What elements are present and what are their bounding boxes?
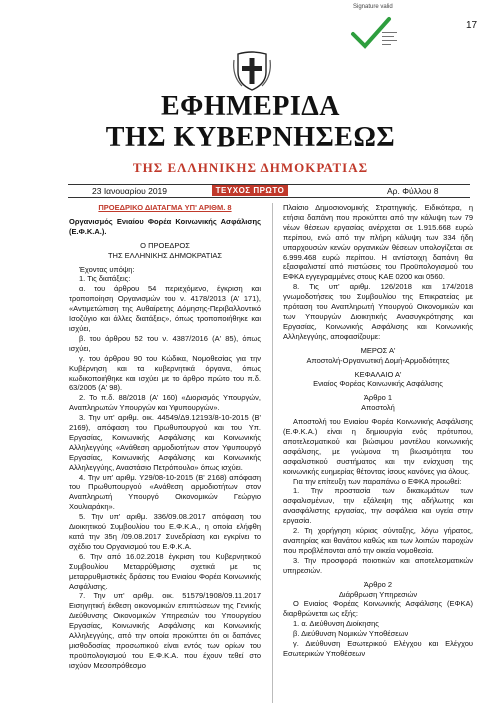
paragraph: 3. Την προσφορά ποιοτικών και αποτελεσματικών υπηρεσιών. [283,555,473,575]
paragraph: 3. Την υπ' αριθμ. οικ. 44549/Δ9.12193/8-10-2015 (Β' 2169), απόφαση του Πρωθυπουργού και του Υπ. Εργασίας, Κοινωνικής Ασφάλισης και Κοινωνικής Αλληλεγγύης «Ανάθεση αρμοδιοτήτων στον Υφυπουργό Εργασίας, Κοινωνικής Ασφάλισης και Κοινωνικής Αλληλεγγύης, Αναστάσιο Πετρόπουλο» όπως ισχύει. [69,413,261,472]
president-line1: Ο ΠΡΟΕΔΡΟΣ [140,240,190,250]
paragraph: 1. α. Διεύθυνση Διοίκησης [293,619,379,629]
paragraph: 2. Το π.δ. 88/2018 (Α' 160) «Διορισμός Υπουργών, Αναπληρωτών Υπουργών και Υφυπουργών». [69,393,261,413]
part-subtitle: Αποστολή-Οργανωτική Δομή-Αρμοδιότητες [306,355,450,365]
paragraph: α. του άρθρου 54 περιεχόμενο, έγκριση και τροποποίηση Οργανισμών του ν. 4178/2013 (Α' 171), «Αντιμετώπιση της Αυθαίρετης Δόμησης-Περιβαλλοντικό Ισοζύγιο και άλλες διατάξεις», όπως τροποποιήθηκε και ισχύει, [69,284,261,333]
paragraph: γ. του άρθρου 90 του Κώδικα, Νομοθεσίας για την Κυβέρνηση και τα κυβερνητικά όργανα, όπως κωδικοποιήθηκε και ισχύει με το άρθρο πρώτο του π.δ. 63/2005 (Α' 98). [69,353,261,393]
gazette-title-line2: ΤΗΣ ΚΥΒΕΡΝΗΣΕΩΣ [105,122,396,153]
paragraph: Για την επίτευξη των παραπάνω ο ΕΦΚΑ προωθεί: [293,476,462,486]
paragraph: Πλαίσιο Δημοσιονομικής Στρατηγικής. Ειδικότερα, η ετήσια δαπάνη που προκύπτει από την κάλυψη των 79 νέων θέσεων εργασίας ανέρχεται σε 1.915.668 ευρώ περίπου, ενώ από την πλήρη κάλυψη των 334 ήδη υπαρχουσών κενών οργανικών θέσεων υπολογίζεται σε 6.999.468 ευρώ περίπου. Η αντίστοιχη δαπάνη θα εξασφαλιστεί από πιστώσεις του Προϋπολογισμού του ΕΦΚΑ εγγεγραμμένες στους ΚΑΕ 0200 και 0560. [283,203,473,282]
gazette-subtitle: ΤΗΣ ΕΛΛΗΝΙΚΗΣ ΔΗΜΟΚΡΑΤΙΑΣ [132,160,369,175]
paragraph: 8. Τις υπ' αριθμ. 126/2018 και 174/2018 γνωμοδοτήσεις του Συμβουλίου της Επικρατείας με πρόταση του Αναπληρωτή Υπουργού Οικονομικών και των Υπουργών Διοικητικής Ανασυγκρότησης και Εργασίας, Κοινωνικής Ασφάλισης και Κοινωνικής Αλληλεγγύης, αποφασίζουμε: [283,282,473,341]
article1-title: Άρθρο 1 [363,393,393,403]
paragraph: 5. Την υπ' αριθμ. 336/09.08.2017 απόφαση του Διοικητικού Συμβουλίου του Ε.Φ.Κ.Α., η οποία ελήφθη κατά την 35η /09.08.2017 Συνεδρίαση και εγκρίνει το σχέδιο του Οργανισμού του Ε.Φ.Κ.Α. [69,512,261,551]
paragraph: 1. Τις διατάξεις: [79,274,131,284]
article2-subtitle: Διάρθρωση Υπηρεσιών [338,589,418,599]
article2-title: Άρθρο 2 [363,579,393,589]
signature-details: ▬▬▬▬▬ ▬▬▬▬ ▬▬▬▬▬ ▬▬▬ [382,30,397,46]
paragraph: Ο Ενιαίος Φορέας Κοινωνικής Ασφάλισης (ΕΦΚΑ) διαρθρώνεται ως εξής: [283,599,473,619]
paragraph: 2. Τη χορήγηση κύριας σύνταξης, λόγω γήρατος, αναπηρίας και θανάτου καθώς και των λοιπών παροχών που προβλέπονται από την οικεία νομοθεσία. [283,526,473,555]
part-title: ΜΕΡΟΣ Α' [360,345,396,355]
chapter-subtitle: Ενιαίος Φορέας Κοινωνικής Ασφάλισης [313,379,443,389]
sheet-number: Αρ. Φύλλου 8 [387,186,439,196]
column-divider [272,203,273,703]
page-number: 17 [466,20,478,31]
paragraph: 6. Την από 16.02.2018 έγκριση του Κυβερνητικού Συμβουλίου Μεταρρύθμισης σχετικά με τις μεταρρυθμιστικές δράσεις του Ενιαίου Φορέα Κοινωνικής Ασφάλισης. [69,551,261,591]
greek-coat-of-arms-icon [232,50,272,92]
paragraph: β. Διεύθυνση Νομικών Υποθέσεων [293,629,409,639]
paragraph: 1. Την προστασία των δικαιωμάτων των ασφαλισμένων, την εξάλειψη της αδήλωτης και ανασφάλιστης εργασίας, την ασφάλεια και υγεία στην εργασία. [283,486,473,526]
right-column [283,203,473,659]
decree-title: ΠΡΟΕΔΡΙΚΟ ΔΙΑΤΑΓΜΑ ΥΠ' ΑΡΙΘΜ. 8 [98,203,232,212]
signature-valid-label: Signature valid [353,4,393,10]
gazette-title-line1: ΕΦΗΜΕΡΙΔΑ [160,91,341,122]
article1-subtitle: Αποστολή [361,403,395,413]
paragraph: 4. Την υπ' αριθμ. Υ29/08-10-2015 (Β' 2168) απόφαση του Πρωθυπουργού «Ανάθεση αρμοδιοτήτων στον Αναπληρωτή Υπουργό Οικονομικών Γεώργιο Χουλιαράκη». [69,472,261,512]
president-line2: ΤΗΣ ΕΛΛΗΝΙΚΗΣ ΔΗΜΟΚΡΑΤΙΑΣ [107,250,223,260]
paragraph: γ. Διεύθυνση Εσωτερικού Ελέγχου και Ελέγχου Εσωτερικών Υποθέσεων [283,639,473,658]
issue-badge: ΤΕΥΧΟΣ ΠΡΩΤΟ [212,185,288,196]
paragraph: Έχοντας υπόψη: [79,264,135,274]
paragraph: Αποστολή του Ενιαίου Φορέα Κοινωνικής Ασφάλισης (Ε.Φ.Κ.Α.) είναι η δημιουργία ενός πρότυπου, αποτελεσματικού και βιώσιμου μοντέλου κοινωνικής ασφάλισης, με γνώμονα τη βιωσιμότητα του ασφαλιστικού συστήματος και την ενίσχυση της κοινωνικής ευημερίας θέτοντας ίσους κανόνες για όλους. [283,417,473,476]
chapter-title: ΚΕΦΑΛΑΙΟ Α' [354,369,402,379]
paragraph: 7. Την υπ' αριθμ. οικ. 51579/1908/09.11.2017 Εισηγητική έκθεση οικονομικών επιπτώσεων της Γενικής Διεύθυνσης Οικονομικών Υπηρεσιών του Υπουργείου Εργασίας, Κοινωνικής Ασφάλισης και Κοινωνικής Αλληλεγγύης, από την οποία προκύπτει ότι οι δαπάνες μισθοδοσίας προσωπικού είναι εντός των ορίων του προϋπολογισμού του Ε.Φ.Κ.Α. που έχουν τεθεί στο ισχύον Μεσοπρόθεσμο [69,591,261,670]
issue-date: 23 Ιανουαρίου 2019 [92,186,168,196]
paragraph: β. του άρθρου 52 του ν. 4387/2016 (Α' 85), όπως ισχύει, [69,333,261,353]
decree-subject: Οργανισμός Ενιαίου Φορέα Κοινωνικής Ασφάλισης (Ε.Φ.Κ.Α.). [69,216,261,236]
header-divider-bottom [68,197,470,198]
left-column [69,203,261,671]
